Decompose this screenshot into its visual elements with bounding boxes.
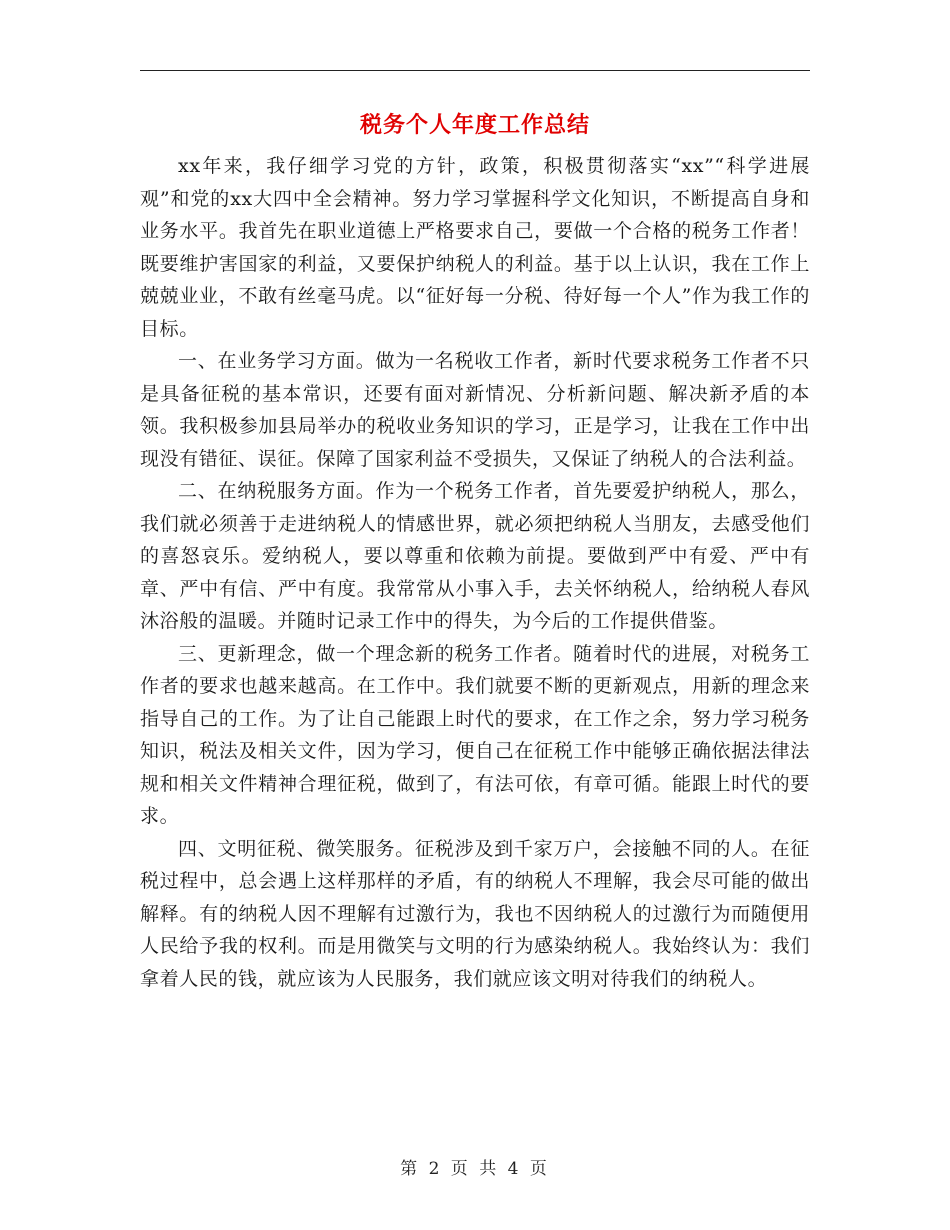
paragraph-taxpayer-service: 二、在纳税服务方面。作为一个税务工作者，首先要爱护纳税人，那么，我们就必须善于走进纳税人的情感世界，就必须把纳税人当朋友，去感受他们的喜怒哀乐。爱纳税人，要以尊重和依赖为前提。要做到严中有爱、严中有章、严中有信、严中有度。我常常从小事入手，去关怀纳税人，给纳税人春风沐浴般的温暖。并随时记录工作中的得失，为今后的工作提供借鉴。 bbox=[140, 480, 810, 632]
page-footer: 第 2 页 共 4 页 bbox=[400, 1159, 550, 1179]
paragraph-update-concept: 三、更新理念，做一个理念新的税务工作者。随着时代的进展，对税务工作者的要求也越来越高。在工作中。我们就要不断的更新观点，用新的理念来指导自己的工作。为了让自己能跟上时代的要求，在工作之余，努力学习税务知识，税法及相关文件，因为学习，便自己在征税工作中能够正确依据法律法规和相关文件精神合理征税，做到了，有法可依，有章可循。能跟上时代的要求。 bbox=[140, 642, 810, 827]
paragraph-civilized-taxation: 四、文明征税、微笑服务。征税涉及到千家万户，会接触不同的人。在征税过程中，总会遇上这样那样的矛盾，有的纳税人不理解，我会尽可能的做出解释。有的纳税人因不理解有过激行为，我也不因纳税人的过激行为而随便用人民给予我的权利。而是用微笑与文明的行为感染纳税人。我始终认为：我们拿着人民的钱，就应该为人民服务，我们就应该文明对待我们的纳税人。 bbox=[140, 837, 810, 990]
document-body bbox=[140, 150, 810, 995]
paragraph-intro: xx年来，我仔细学习党的方针，政策，积极贯彻落实“xx”“科学进展观”和党的xx大四中全会精神。努力学习掌握科学文化知识，不断提高自身和业务水平。我首先在职业道德上严格要求自己，要做一个合格的税务工作者！既要维护害国家的利益，又要保护纳税人的利益。基于以上认识，我在工作上兢兢业业，不敢有丝毫马虎。以“征好每一分税、待好每一个人”作为我工作的目标。 bbox=[140, 155, 810, 340]
paragraph-business-study: 一、在业务学习方面。做为一名税收工作者，新时代要求税务工作者不只是具备征税的基本常识，还要有面对新情况、分析新问题、解决新矛盾的本领。我积极参加县局举办的税收业务知识的学习，正是学习，让我在工作中出现没有错征、误征。保障了国家利益不受损失，又保证了纳税人的合法利益。 bbox=[140, 350, 810, 470]
header-rule bbox=[140, 70, 810, 71]
document-title: 税务个人年度工作总结 bbox=[359, 112, 590, 138]
